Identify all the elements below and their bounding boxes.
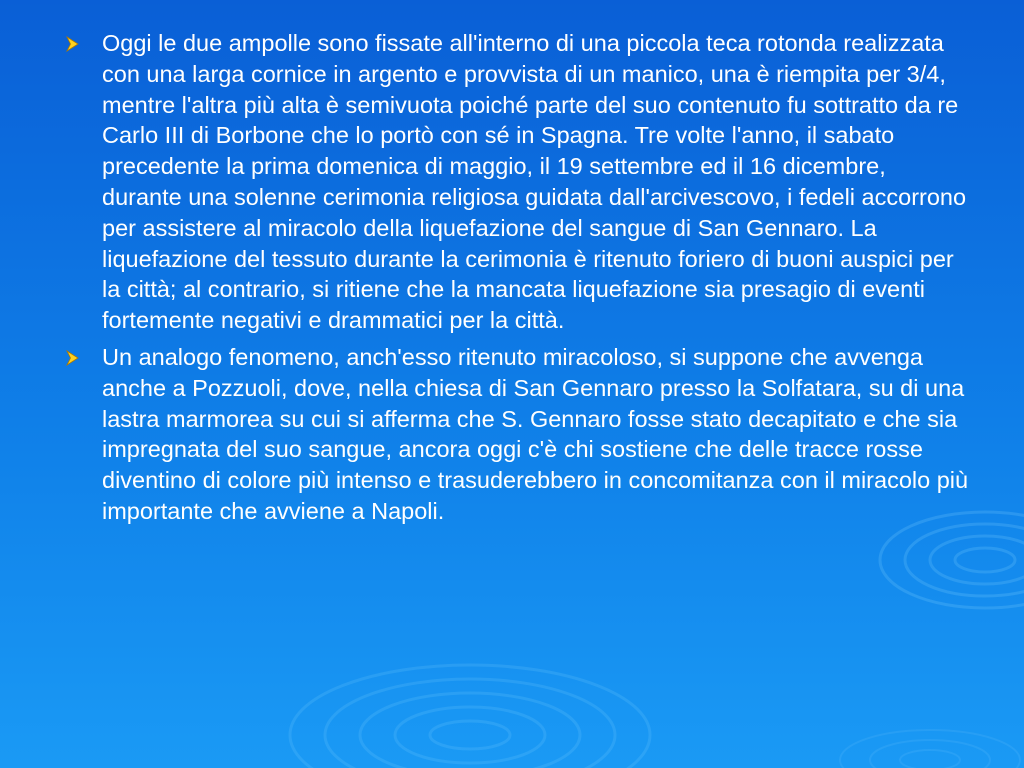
arrowhead-bullet-icon (64, 350, 80, 366)
bullet-list (64, 28, 969, 527)
bullet-text: Oggi le due ampolle sono fissate all'interno di una piccola teca rotonda realizzata con una larga cornice in argento e provvista di un manico, una è riempita per 3/4, mentre l'altra più alta è semivuota poiché parte del suo contenuto fu sottratto da re Carlo III di Borbone che lo portò con sé in Spagna. Tre volte l'anno, il sabato precedente la prima domenica di maggio, il 19 settembre ed il 16 dicembre, durante una solenne cerimonia religiosa guidata dall'arcivescovo, i fedeli accorrono per assistere al miracolo della liquefazione del sangue di San Gennaro. La liquefazione del tessuto durante la cerimonia è ritenuto foriero di buoni auspici per la città; al contrario, si ritiene che la mancata liquefazione sia presagio di eventi fortemente negativi e drammatici per la città. (102, 30, 967, 334)
bullet-item (64, 342, 969, 527)
slide-content (64, 28, 969, 718)
arrowhead-bullet-icon (64, 36, 80, 52)
bullet-item (64, 28, 969, 336)
bullet-text: Un analogo fenomeno, anch'esso ritenuto miracoloso, si suppone che avvenga anche a Pozzuoli, dove, nella chiesa di San Gennaro presso la Solfatara, su di una lastra marmorea su cui si afferma che S. Gennaro fosse stato decapitato e che sia impregnata del suo sangue, ancora oggi c'è chi sostiene che delle tracce rosse diventino di colore più intenso e trasuderebbero in concomitanza con il miracolo più importante che avviene a Napoli. (102, 343, 969, 524)
